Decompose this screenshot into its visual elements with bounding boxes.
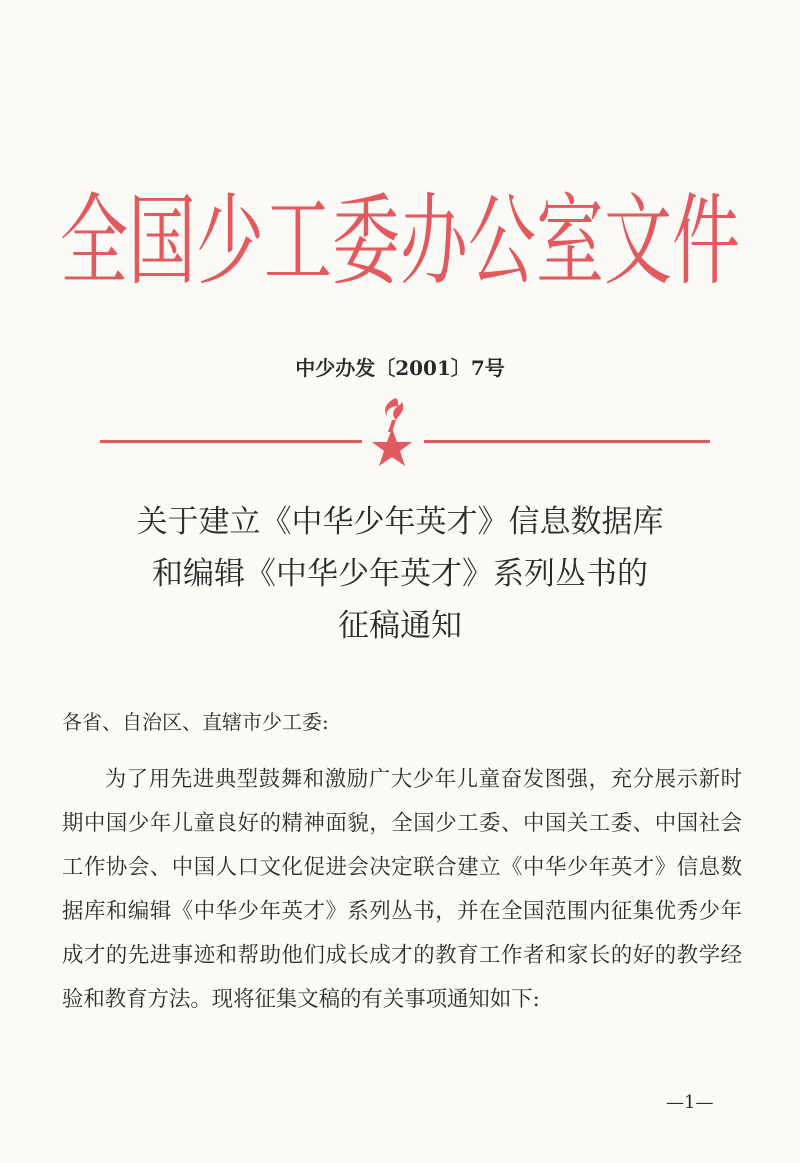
- red-divider-right: [424, 440, 710, 443]
- subject-line: 和编辑《中华少年英才》系列丛书的: [152, 556, 648, 592]
- notice-body: [62, 758, 742, 1022]
- document-number: 中少办发〔2001〕7号: [295, 356, 505, 380]
- document-header-title: 全国少工委办公室文件: [60, 185, 741, 300]
- body-paragraph: 为了用先进典型鼓舞和激励广大少年儿童奋发图强，充分展示新时期中国少年儿童良好的精神面貌，全国少工委、中国关工委、中国社会工作协会、中国人口文化促进会决定联合建立《中华少年英才》信息数据库和编辑《中华少年英才》系列丛书，并在全国范围内征集优秀少年成才的先进事迹和帮助他们成长成才的教育工作者和家长的好的教学经验和教育方法。现将征集文稿的有关事项通知如下:: [62, 767, 742, 1012]
- red-star-torch-icon: [362, 392, 422, 472]
- red-divider-left: [100, 440, 362, 443]
- page-number: —1—: [666, 1092, 714, 1113]
- notice-subject: [0, 496, 800, 652]
- subject-line: 征稿通知: [338, 608, 462, 644]
- subject-line: 关于建立《中华少年英才》信息数据库: [136, 504, 664, 540]
- addressee: 各省、自治区、直辖市少工委:: [62, 710, 329, 734]
